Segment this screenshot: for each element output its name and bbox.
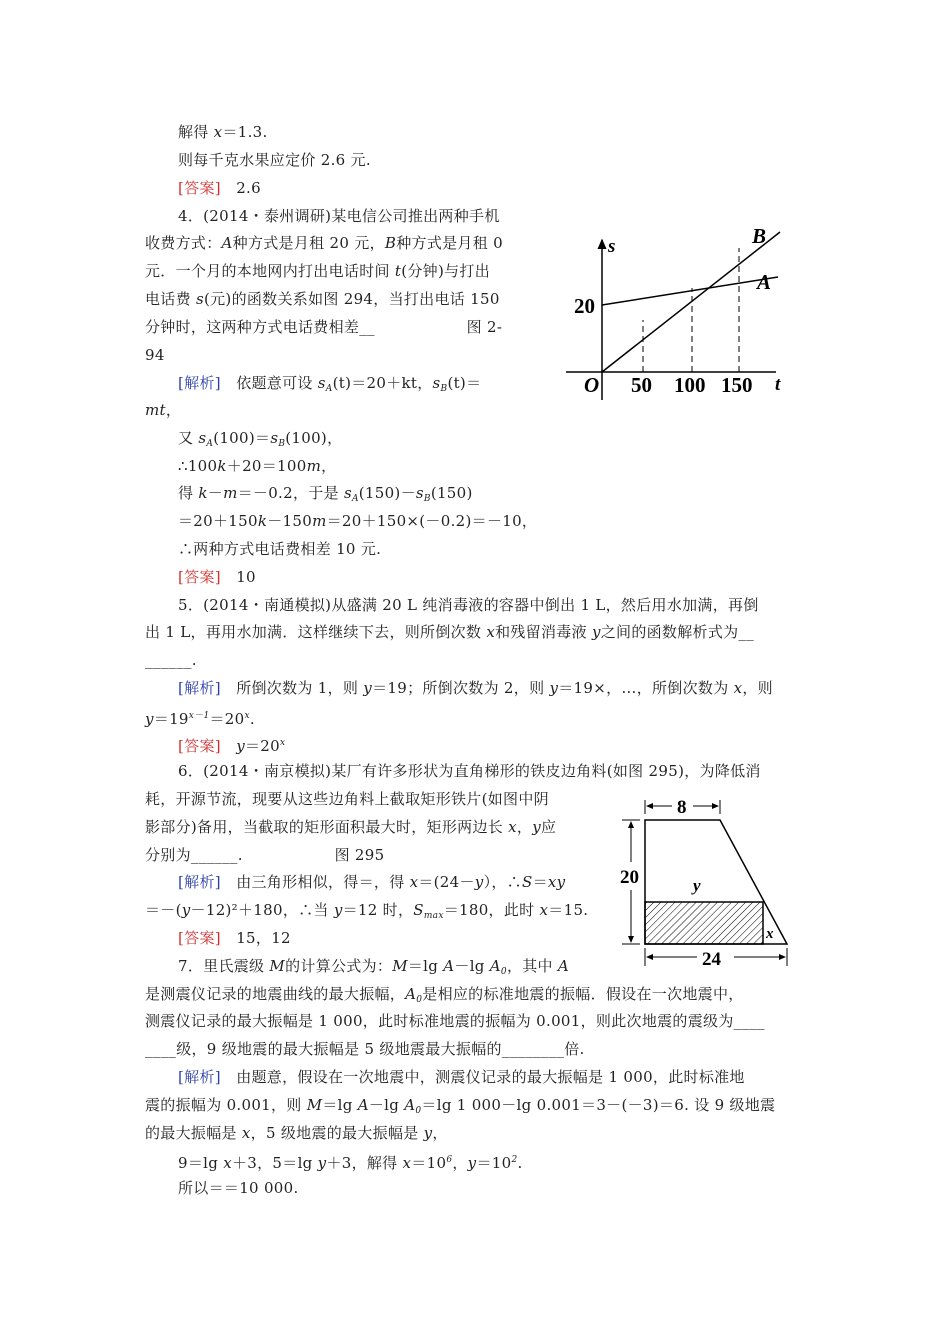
text-segment: ， bbox=[321, 457, 337, 475]
text-segment: k bbox=[217, 457, 227, 475]
text-segment: y bbox=[549, 679, 559, 697]
text-segment: x bbox=[244, 711, 250, 721]
text-segment: 2 bbox=[511, 1155, 518, 1165]
y-tick-20: 20 bbox=[574, 294, 595, 318]
answer-label: [答案] bbox=[178, 179, 221, 197]
text-segment: m bbox=[306, 457, 322, 475]
text-segment: ＝10 bbox=[476, 1154, 512, 1172]
text-segment: A bbox=[443, 957, 455, 975]
x-tick-50: 50 bbox=[631, 373, 652, 397]
text-segment: －lg bbox=[368, 1096, 405, 1114]
text-segment: 7．里氏震级 bbox=[178, 957, 270, 975]
text-segment: s bbox=[195, 290, 204, 308]
figure-294-graph bbox=[560, 220, 790, 410]
text-line bbox=[178, 761, 761, 781]
text-segment: x bbox=[733, 679, 743, 697]
text-segment: 0 bbox=[415, 1106, 422, 1116]
text-line bbox=[145, 984, 744, 1010]
text-line bbox=[145, 650, 197, 670]
text-segment: S bbox=[413, 901, 424, 919]
text-line bbox=[145, 1095, 775, 1121]
text-segment: ＝20 bbox=[245, 737, 280, 755]
figure-295-trapezoid bbox=[610, 795, 800, 975]
text-segment: s bbox=[415, 484, 424, 502]
text-segment: A bbox=[206, 439, 214, 449]
analysis-label: [解析] bbox=[178, 679, 221, 697]
text-segment: ＋20＝100 bbox=[226, 457, 307, 475]
text-line bbox=[178, 678, 773, 698]
text-segment: －150 bbox=[267, 512, 313, 530]
analysis-label: [解析] bbox=[178, 374, 221, 392]
text-segment: ＝－0.2，于是 bbox=[237, 484, 344, 502]
text-line bbox=[178, 595, 759, 615]
text-segment: ，其中 bbox=[506, 957, 558, 975]
text-line bbox=[178, 206, 500, 226]
text-segment: ______. bbox=[145, 651, 197, 669]
text-segment: ＝20 bbox=[209, 710, 245, 728]
text-segment: ＋3，解得 bbox=[326, 1154, 403, 1172]
text-segment: B bbox=[440, 384, 448, 394]
line-b bbox=[602, 232, 780, 372]
text-segment: 15，12 bbox=[220, 929, 291, 947]
text-line bbox=[145, 1011, 765, 1031]
text-segment: ，则 bbox=[742, 679, 773, 697]
text-segment: (t)＝ bbox=[447, 374, 482, 392]
text-segment: m bbox=[223, 484, 238, 502]
dim-8-label: 8 bbox=[677, 797, 687, 818]
text-line bbox=[178, 150, 371, 170]
text-segment: ），∴ bbox=[483, 873, 522, 891]
text-line bbox=[178, 178, 261, 198]
text-line bbox=[145, 706, 255, 729]
text-segment: y bbox=[236, 737, 245, 755]
text-line bbox=[178, 956, 569, 982]
text-segment: M bbox=[392, 957, 408, 975]
text-segment: 则每千克水果应定价 2.6 元. bbox=[178, 151, 371, 169]
text-line bbox=[178, 872, 565, 892]
text-segment: 10 bbox=[220, 568, 256, 586]
text-segment: A bbox=[405, 985, 417, 1003]
text-line bbox=[178, 122, 268, 142]
text-segment: ， bbox=[452, 1154, 468, 1172]
text-segment: (100)， bbox=[285, 429, 343, 447]
text-segment: 由三角形相似，得＝，得 bbox=[220, 873, 410, 891]
text-segment: 所以＝＝10 000. bbox=[178, 1179, 299, 1197]
text-segment: 元．一个月的本地网内打出电话时间 bbox=[145, 262, 395, 280]
text-segment: k bbox=[198, 484, 208, 502]
text-segment: 出 1 L，再用水加满．这样继续下去，则所倒次数 bbox=[145, 623, 487, 641]
text-segment: (100)＝ bbox=[213, 429, 271, 447]
text-segment: ＝lg bbox=[322, 1096, 358, 1114]
line-a-label: A bbox=[757, 270, 772, 294]
text-segment: s bbox=[270, 429, 279, 447]
answer-label: [答案] bbox=[178, 737, 221, 755]
text-segment: t bbox=[394, 262, 402, 280]
text-segment: 0 bbox=[416, 995, 423, 1005]
text-segment: y bbox=[423, 1124, 433, 1142]
text-segment: 电话费 bbox=[145, 290, 196, 308]
text-segment: ＝20＋150×(－0.2)＝－10， bbox=[326, 512, 538, 530]
text-segment: A bbox=[404, 1096, 416, 1114]
text-segment: M bbox=[269, 957, 286, 975]
text-line bbox=[178, 567, 256, 587]
text-segment: 之间的函数解析式为__ bbox=[600, 623, 755, 641]
analysis-label: [解析] bbox=[178, 873, 221, 891]
text-segment: ＝15. bbox=[548, 901, 589, 919]
text-segment: A bbox=[351, 494, 359, 504]
text-segment: y bbox=[467, 1154, 477, 1172]
text-segment: 影部分)备用，当截取的矩形面积最大时，矩形两边长 bbox=[145, 818, 509, 836]
text-segment: A bbox=[357, 1096, 369, 1114]
text-segment: 测震仪记录的最大振幅是 1 000，此时标准地震的振幅为 0.001，则此次地震的震级为____ bbox=[145, 1012, 765, 1030]
text-segment: ＝(24－ bbox=[418, 873, 475, 891]
text-segment: ＋3，5＝lg bbox=[231, 1154, 318, 1172]
text-segment: 种方式是月租 0 bbox=[396, 234, 503, 252]
text-segment: s bbox=[432, 374, 441, 392]
text-segment: 由题意，假设在一次地震中，测震仪记录的最大振幅是 1 000，此时标准地 bbox=[220, 1068, 745, 1086]
text-line bbox=[178, 733, 285, 756]
text-line bbox=[178, 1067, 745, 1087]
text-segment: x bbox=[241, 1124, 251, 1142]
text-line bbox=[178, 928, 291, 948]
text-segment: x bbox=[402, 1154, 412, 1172]
text-segment: B bbox=[278, 439, 286, 449]
text-segment: y bbox=[145, 710, 154, 728]
text-segment: 是测震仪记录的地震曲线的最大振幅， bbox=[145, 985, 406, 1003]
text-line bbox=[178, 456, 336, 476]
text-segment: ＝ bbox=[532, 873, 548, 891]
text-segment: M bbox=[306, 1096, 323, 1114]
text-line bbox=[145, 845, 384, 865]
text-segment: ＝20＋150 bbox=[178, 512, 258, 530]
text-line bbox=[178, 428, 342, 454]
text-segment: y bbox=[317, 1154, 327, 1172]
text-segment: 分别为______. 图 295 bbox=[145, 846, 385, 864]
text-segment: (t)＝20＋kt， bbox=[332, 374, 433, 392]
text-segment: 种方式是月租 20 元， bbox=[232, 234, 385, 252]
text-segment: (元)的函数关系如图 294，当打出电话 150 bbox=[203, 290, 500, 308]
text-segment: 的计算公式为： bbox=[285, 957, 393, 975]
text-segment: y bbox=[363, 679, 373, 697]
text-segment: －12)²＋180，∴当 bbox=[190, 901, 334, 919]
text-segment: y bbox=[591, 623, 601, 641]
text-segment: x bbox=[409, 873, 419, 891]
text-segment: ∴100 bbox=[178, 457, 218, 475]
text-segment: 2.6 bbox=[220, 179, 261, 197]
text-segment: ＝12 时， bbox=[342, 901, 414, 919]
analysis-label: [解析] bbox=[178, 1068, 221, 1086]
text-segment: 所倒次数为 1，则 bbox=[220, 679, 364, 697]
text-segment: mt bbox=[145, 401, 166, 419]
text-line bbox=[178, 539, 381, 559]
text-segment: max bbox=[423, 911, 444, 921]
text-segment: A bbox=[557, 957, 570, 975]
answer-label: [答案] bbox=[178, 568, 221, 586]
text-segment: ＝－( bbox=[145, 901, 182, 919]
text-line bbox=[145, 261, 490, 281]
dim-24-label: 24 bbox=[702, 949, 721, 970]
text-segment: ＝lg 1 000－lg 0.001＝3－(－3)＝6. 设 9 级地震 bbox=[421, 1096, 776, 1114]
text-segment: x bbox=[213, 123, 223, 141]
text-segment: ＝19×，…，所倒次数为 bbox=[558, 679, 734, 697]
text-segment: ____级，9 级地震的最大振幅是 5 级地震最大振幅的________倍. bbox=[145, 1040, 585, 1058]
text-segment: k bbox=[257, 512, 268, 530]
text-segment: 4．(2014・泰州调研)某电信公司推出两种手机 bbox=[178, 207, 500, 225]
text-segment: 和残留消毒液 bbox=[495, 623, 592, 641]
text-segment: ＝10 bbox=[411, 1154, 447, 1172]
text-segment: (分钟)与打出 bbox=[401, 262, 491, 280]
text-line bbox=[145, 1123, 448, 1143]
text-segment: ＝180，此时 bbox=[443, 901, 540, 919]
text-segment: ＝19 bbox=[153, 710, 189, 728]
text-segment: 应 bbox=[540, 818, 557, 836]
text-segment: 震的振幅为 0.001，则 bbox=[145, 1096, 307, 1114]
y-label: y bbox=[693, 876, 701, 895]
text-line bbox=[178, 373, 481, 399]
text-segment: 解得 bbox=[178, 123, 214, 141]
text-segment: 5．(2014・南通模拟)从盛满 20 L 纯消毒液的容器中倒出 1 L，然后用水加满，再倒 bbox=[178, 596, 759, 614]
text-segment: x bbox=[508, 818, 517, 836]
text-segment: ，5 级地震的最大振幅是 bbox=[250, 1124, 424, 1142]
t-axis-label: t bbox=[775, 374, 781, 395]
text-segment: 收费方式： bbox=[145, 234, 222, 252]
text-segment: 耗，开源节流，现要从这些边角料上截取矩形铁片(如图中阴 bbox=[145, 790, 549, 808]
text-segment: 得 bbox=[178, 484, 199, 502]
text-segment: ， bbox=[165, 401, 182, 419]
text-segment: ＝1.3. bbox=[222, 123, 268, 141]
text-segment: x bbox=[280, 738, 286, 748]
text-segment bbox=[221, 737, 236, 755]
text-line bbox=[145, 1039, 585, 1059]
text-line bbox=[178, 483, 473, 509]
text-segment: x bbox=[223, 1154, 232, 1172]
origin-label: O bbox=[584, 373, 600, 397]
text-segment: 又 bbox=[178, 429, 199, 447]
text-segment: y bbox=[333, 901, 343, 919]
text-segment: 94 bbox=[145, 346, 165, 364]
shaded-rectangle bbox=[645, 902, 763, 944]
text-line bbox=[145, 289, 500, 309]
s-axis-label: s bbox=[608, 236, 616, 257]
text-segment: －lg bbox=[454, 957, 490, 975]
text-segment: xy bbox=[547, 873, 566, 891]
text-line bbox=[178, 1150, 523, 1173]
text-segment: ∴两种方式电话费相差 10 元. bbox=[178, 540, 382, 558]
dim-20-label: 20 bbox=[620, 867, 639, 888]
text-segment: ＝lg bbox=[407, 957, 444, 975]
text-line bbox=[145, 789, 549, 809]
text-segment: 依题意可设 bbox=[220, 374, 318, 392]
text-segment: y bbox=[474, 873, 484, 891]
text-segment: B bbox=[423, 494, 431, 504]
text-segment: . bbox=[517, 1154, 523, 1172]
text-segment: y bbox=[532, 818, 541, 836]
text-segment: 是相应的标准地震的振幅．假设在一次地震中， bbox=[422, 985, 744, 1003]
text-line bbox=[178, 1178, 299, 1198]
x-tick-100: 100 bbox=[674, 373, 706, 397]
text-line bbox=[145, 900, 588, 926]
text-line bbox=[145, 233, 503, 253]
text-segment: 0 bbox=[500, 967, 507, 977]
text-segment: A bbox=[325, 384, 333, 394]
text-segment: ， bbox=[516, 818, 533, 836]
text-segment: s bbox=[198, 429, 207, 447]
text-segment: y bbox=[181, 901, 191, 919]
text-segment: 分钟时，这两种方式电话费相差__ 图 2- bbox=[145, 318, 503, 336]
text-line bbox=[178, 511, 537, 531]
text-segment: x－1 bbox=[188, 711, 210, 721]
text-segment: － bbox=[207, 484, 224, 502]
answer-label: [答案] bbox=[178, 929, 221, 947]
text-segment: ， bbox=[432, 1124, 448, 1142]
text-segment: x bbox=[486, 623, 496, 641]
text-segment: ＝19；所倒次数为 2，则 bbox=[372, 679, 550, 697]
line-b-label: B bbox=[752, 224, 767, 248]
text-segment: 的最大振幅是 bbox=[145, 1124, 242, 1142]
text-line bbox=[145, 345, 165, 365]
x-label: x bbox=[766, 926, 774, 942]
text-segment: (150) bbox=[430, 484, 473, 502]
x-tick-150: 150 bbox=[721, 373, 753, 397]
text-segment: (150)－ bbox=[358, 484, 416, 502]
text-line bbox=[145, 817, 556, 837]
text-segment: 9＝lg bbox=[178, 1154, 224, 1172]
text-segment: s bbox=[317, 374, 326, 392]
text-segment: B bbox=[384, 234, 397, 252]
text-segment: . bbox=[249, 710, 255, 728]
text-segment: s bbox=[343, 484, 352, 502]
text-line bbox=[145, 317, 502, 337]
text-segment: m bbox=[312, 512, 327, 530]
text-segment: S bbox=[521, 873, 533, 891]
text-segment: x bbox=[539, 901, 549, 919]
line-a bbox=[602, 277, 778, 305]
text-segment: A bbox=[489, 957, 501, 975]
text-line bbox=[145, 622, 754, 642]
text-segment: 6 bbox=[446, 1155, 453, 1165]
text-segment: 6．(2014・南京模拟)某厂有许多形状为直角梯形的铁皮边角料(如图 295)，为降低消 bbox=[178, 762, 761, 780]
text-segment: A bbox=[221, 234, 233, 252]
text-line bbox=[145, 400, 181, 420]
